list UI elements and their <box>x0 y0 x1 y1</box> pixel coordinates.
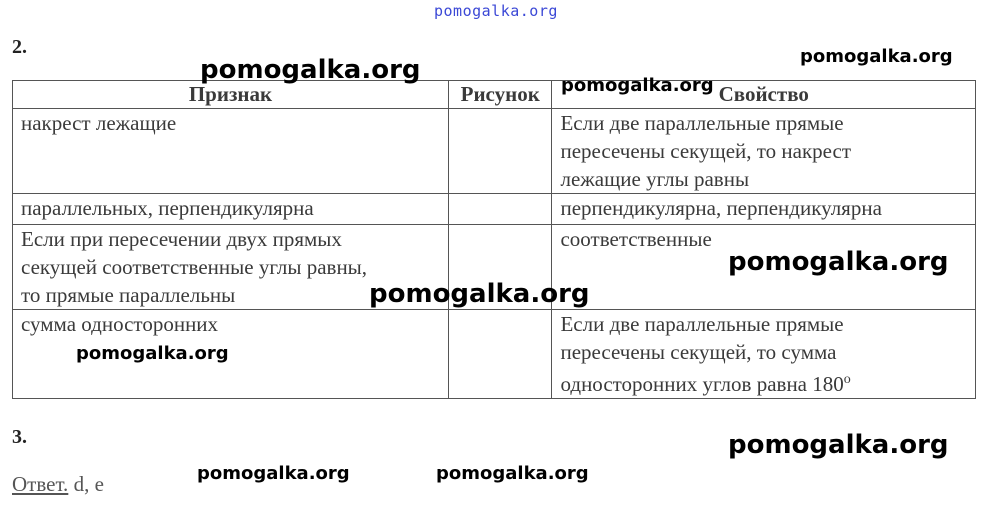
cell-line: перпендикулярна, перпендикулярна <box>560 196 882 220</box>
table-row <box>13 194 976 225</box>
answer-line <box>12 472 104 497</box>
table-row <box>13 109 976 194</box>
header-risunok: Рисунок <box>448 81 552 109</box>
cell-line <box>560 366 967 398</box>
cell-priznak <box>13 109 449 194</box>
cell-line: пересечены секущей, то сумма <box>560 340 837 364</box>
task-3-number: 3. <box>12 426 27 448</box>
cell-risunok <box>448 109 552 194</box>
degree-sign: о <box>843 372 851 387</box>
cell-line: параллельных, перпендикулярна <box>21 196 314 220</box>
cell-line: сумма односторонних <box>21 312 219 336</box>
cell-line: Если две параллельные прямые <box>560 312 844 336</box>
cell-line: то прямые параллельны <box>21 283 236 307</box>
cell-svoistvo <box>552 310 976 399</box>
task-2-number: 2. <box>12 36 27 58</box>
table-header-row <box>13 81 976 109</box>
cell-svoistvo <box>552 109 976 194</box>
answer-value: d, e <box>68 472 104 496</box>
cell-risunok <box>448 310 552 399</box>
watermark: pomogalka.org <box>800 46 953 67</box>
cell-line: Если две параллельные прямые <box>560 111 844 135</box>
watermark: pomogalka.org <box>197 463 350 484</box>
header-priznak: Признак <box>13 81 449 109</box>
cell-line: секущей соответственные углы равны, <box>21 255 368 279</box>
answer-label: Ответ. <box>12 472 69 496</box>
cell-line: соответственные <box>560 227 712 251</box>
watermark: pomogalka.org <box>200 55 421 85</box>
watermark: pomogalka.org <box>561 75 714 96</box>
cell-risunok <box>448 194 552 225</box>
cell-text: односторонних углов равна 180 <box>560 372 844 396</box>
header-svoistvo: Свойство <box>552 81 976 109</box>
cell-line: лежащие углы равны <box>560 167 750 191</box>
watermark: pomogalka.org <box>76 343 229 364</box>
watermark: pomogalka.org <box>369 279 590 309</box>
cell-priznak <box>13 194 449 225</box>
cell-svoistvo <box>552 194 976 225</box>
watermark: pomogalka.org <box>436 463 589 484</box>
cell-line: накрест лежащие <box>21 111 177 135</box>
watermark-top: pomogalka.org <box>434 2 558 20</box>
cell-line: пересечены секущей, то накрест <box>560 139 852 163</box>
watermark: pomogalka.org <box>728 247 949 277</box>
cell-line: Если при пересечении двух прямых <box>21 227 342 251</box>
watermark: pomogalka.org <box>728 430 949 460</box>
